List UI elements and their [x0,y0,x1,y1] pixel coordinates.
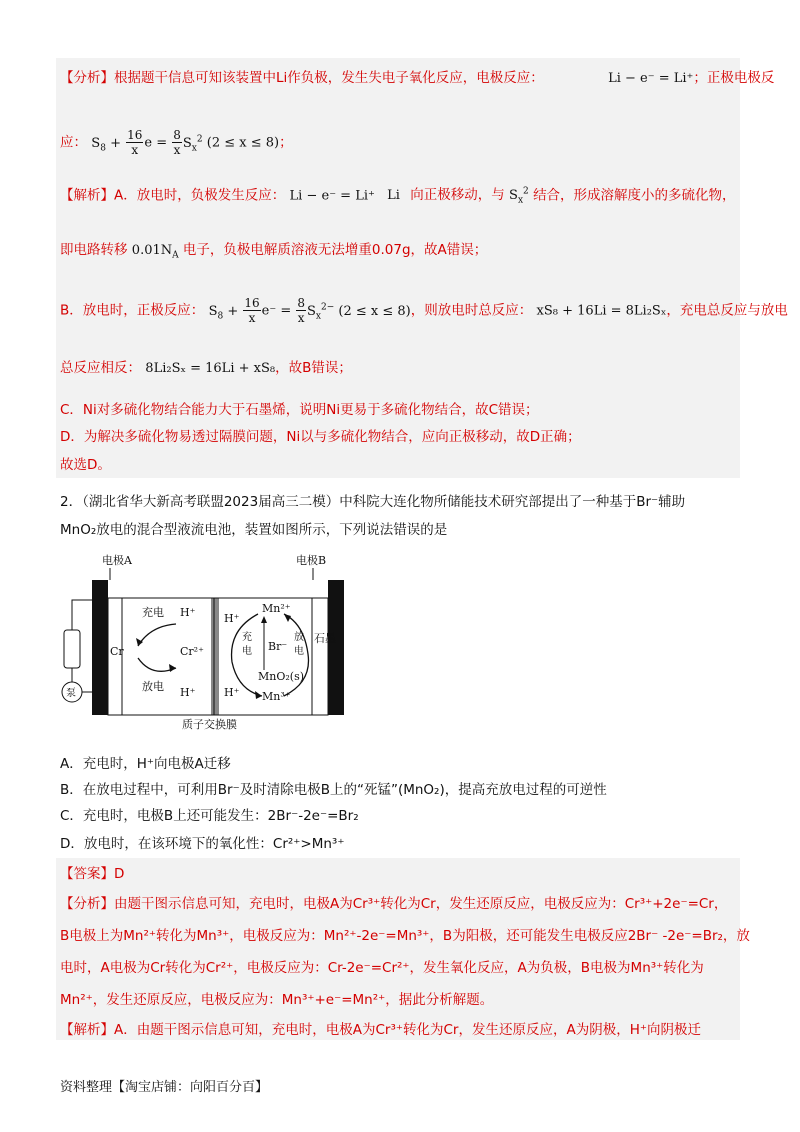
svg-text:Cr²⁺: Cr²⁺ [180,645,204,658]
analysis2-line1: 【分析】由题干图示信息可知，充电时，电极A为Cr³⁺转化为Cr，发生还原反应，电极反应为：Cr³⁺+2e⁻=Cr， [60,896,728,912]
svg-text:Mn³⁺: Mn³⁺ [262,690,291,703]
battery-diagram [58,550,358,730]
question2-line1: 2．（湖北省华大新高考联盟2023届高三二模）中科院大连化物所储能技术研究部提出了一种基于Br⁻辅助 [60,494,686,510]
analysis2-line3: 电时，A电极为Cr转化为Cr²⁺，电极反应为：Cr-2e⁻=Cr²⁺，发生氧化反应，A为负极，B电极为Mn³⁺转化为 [60,960,704,976]
svg-text:MnO₂(s): MnO₂(s) [258,670,305,683]
option-b: B．在放电过程中，可利用Br⁻及时清除电极B上的“死锰”(MnO₂)，提高充放电过程的可逆性 [60,782,607,798]
explain1-c: C．Ni对多硫化物结合能力大于石墨烯，说明Ni更易于多硫化物结合，故C错误； [60,402,539,418]
electrode-b-label: 电极B [296,554,327,567]
vertical-charge-label: 充电 [242,632,252,657]
explain1-b-line1: B．放电时，正极反应： $S_8$ + $\frac{16}{x}$ e⁻ = $\frac{8}{x}$ $S_x^{2-}$ (2 ≤ x ≤ 8)，则放电时总反应： xS₈ + 16Li = 8Li₂Sₓ，充电总反应与放电 [60,296,788,325]
svg-text:H⁺: H⁺ [224,686,240,699]
option-d: D．放电时，在该环境下的氧化性：Cr²⁺>Mn³⁺ [60,836,345,852]
analysis1-line2: 应： $S_8$ + $\frac{16}{x}$ e = $\frac{8}{x}$ $S_x^2$ (2 ≤ x ≤ 8)； [60,128,293,157]
explain1-a-line2: 即电路转移 $0.01N_A$ 电子，负极电解质溶液无法增重0.07g，故A错误； [60,242,488,261]
explain1-conclusion: 故选D。 [60,457,111,473]
analysis2-line4: Mn²⁺，发生还原反应，电极反应为：Mn³⁺+e⁻=Mn²⁺，据此分析解题。 [60,992,494,1008]
svg-text:H⁺: H⁺ [224,612,240,625]
vertical-discharge-label: 放电 [294,632,304,657]
membrane-label: 质子交换膜 [182,718,237,730]
svg-text:泵: 泵 [66,688,76,699]
svg-text:充电: 充电 [142,606,164,619]
option-a: A．充电时，H⁺向电极A迁移 [60,756,231,772]
analysis2-line2: B电极上为Mn²⁺转化为Mn³⁺，电极反应为：Mn²⁺-2e⁻=Mn³⁺，B为阳极，还可能发生电极反应2Br⁻ -2e⁻=Br₂，放 [60,928,750,944]
answer2-line: 【答案】D [60,866,125,882]
svg-text:Br⁻: Br⁻ [268,640,288,653]
explain1-a-line1: 【解析】A．放电时，负极发生反应： Li − e⁻ = Li⁺ Li 向正极移动，与 $S_x^2$ 结合，形成溶解度小的多硫化物， [60,187,736,206]
electrode-b [328,580,344,715]
explanation-block-2 [56,858,740,1040]
electrode-a-label: 电极A [102,554,132,567]
explain1-b-line2: 总反应相反： 8Li₂Sₓ = 16Li + xS₈，故B错误； [60,360,352,376]
svg-text:放电: 放电 [142,680,164,693]
explain1-d: D．为解决多硫化物易透过隔膜问题，Ni以与多硫化物结合，应向正极移动，故D正确； [60,429,581,445]
svg-text:Mn²⁺: Mn²⁺ [262,602,291,615]
electrode-a [92,580,108,715]
svg-text:H⁺: H⁺ [180,686,196,699]
svg-text:石墨: 石墨 [314,632,336,645]
reservoir-tank [64,630,80,668]
explain2-line1: 【解析】A．由题干图示信息可知，充电时，电极A为Cr³⁺转化为Cr，发生还原反应，A为阴极，H⁺向阴极迁 [60,1022,701,1038]
footer-source: 资料整理【淘宝店铺：向阳百分百】 [60,1080,269,1095]
svg-text:Cr: Cr [110,645,124,658]
svg-text:H⁺: H⁺ [180,606,196,619]
option-c: C．充电时，电极B上还可能发生：2Br⁻-2e⁻=Br₂ [60,808,359,824]
question2-line2: MnO₂放电的混合型液流电池，装置如图所示，下列说法错误的是 [60,522,448,538]
analysis1-line1: 【分析】根据题干信息可知该装置中Li作负极，发生失电子氧化反应，电极反应： Li − e⁻ = Li⁺；正极电极反 [60,70,775,86]
